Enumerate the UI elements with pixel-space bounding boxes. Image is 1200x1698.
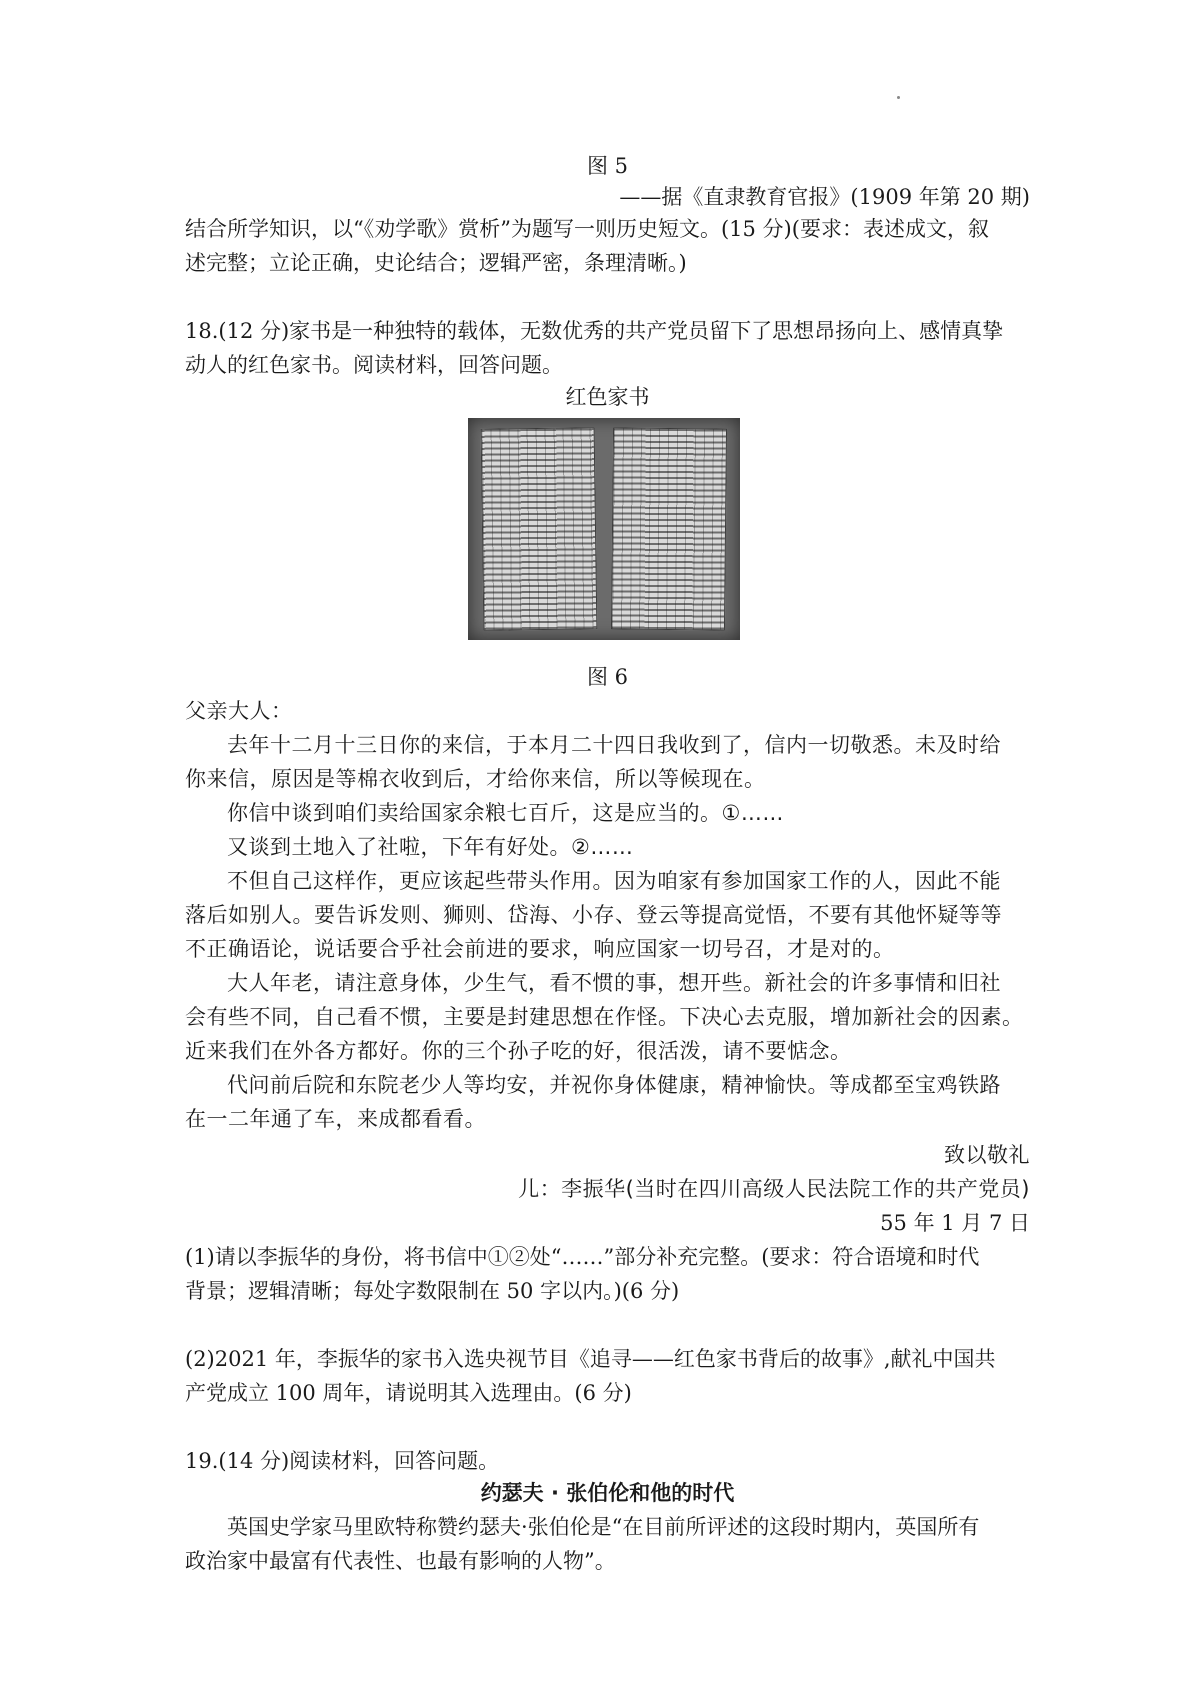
figure-5-source: ——据《直隶教育官报》(1909 年第 20 期) xyxy=(619,185,1030,209)
letter-line: 你来信，原因是等棉衣收到后，才给你来信，所以等候现在。 xyxy=(185,767,766,791)
letter-signature: 儿：李振华(当时在四川高级人民法院工作的共产党员) xyxy=(518,1177,1030,1201)
letter-date: 55 年 1 月 7 日 xyxy=(880,1211,1030,1235)
letter-line: 大人年老，请注意身体，少生气，看不惯的事，想开些。新社会的许多事情和旧社 xyxy=(227,971,1001,995)
figure-6-caption: 图 6 xyxy=(586,665,629,689)
q18-material-title: 红色家书 xyxy=(565,385,650,409)
q18-sub2-line-2: 产党成立 100 周年，请说明其入选理由。(6 分) xyxy=(185,1381,632,1405)
letter-page-right xyxy=(611,427,727,630)
letter-line: 不但自己这样作，更应该起些带头作用。因为咱家有参加国家工作的人，因此不能 xyxy=(227,869,1001,893)
letter-line: 在一二年通了车，来成都看看。 xyxy=(185,1107,486,1131)
q18-intro-line-1: 18.(12 分)家书是一种独特的载体，无数优秀的共产党员留下了思想昂扬向上、感情真挚 xyxy=(185,319,1004,343)
letter-closing: 致以敬礼 xyxy=(944,1143,1030,1167)
q19-text-line-1: 英国史学家马里欧特称赞约瑟夫·张伯伦是“在目前所评述的这段时期内，英国所有 xyxy=(227,1515,980,1539)
letter-line: 会有些不同，自己看不惯，主要是封建思想在作怪。下决心去克服，增加新社会的因素。 xyxy=(185,1005,1024,1029)
q19-intro: 19.(14 分)阅读材料，回答问题。 xyxy=(185,1449,500,1473)
figure-5-caption: 图 5 xyxy=(586,154,629,178)
letter-page-left xyxy=(481,427,598,631)
letter-salutation: 父亲大人： xyxy=(185,699,293,723)
q18-sub1-line-2: 背景；逻辑清晰；每处字数限制在 50 字以内。)(6 分) xyxy=(185,1279,680,1303)
q18-intro-line-2: 动人的红色家书。阅读材料，回答问题。 xyxy=(185,353,563,377)
letter-line: 代问前后院和东院老少人等均安，并祝你身体健康，精神愉快。等成都至宝鸡铁路 xyxy=(227,1073,1001,1097)
letter-line: 落后如别人。要告诉发则、狮则、岱海、小存、登云等提高觉悟，不要有其他怀疑等等 xyxy=(185,903,1002,927)
letter-line: 去年十二月十三日你的来信，于本月二十四日我收到了，信内一切敬悉。未及时给 xyxy=(227,733,1001,757)
red-family-letter-photo xyxy=(468,418,740,640)
q18-sub2-line-1: (2)2021 年，李振华的家书入选央视节目《追寻——红色家书背后的故事》,献礼中国共 xyxy=(185,1347,996,1371)
letter-line: 又谈到土地入了社啦，下年有好处。②…… xyxy=(227,835,634,859)
q18-sub1-line-1: (1)请以李振华的身份，将书信中①②处“……”部分补充完整。(要求：符合语境和时代 xyxy=(185,1245,980,1269)
q19-text-line-2: 政治家中最富有代表性、也最有影响的人物”。 xyxy=(185,1549,616,1573)
q17-task-line-2: 述完整；立论正确，史论结合；逻辑严密，条理清晰。) xyxy=(185,251,687,275)
q19-material-title: 约瑟夫 · 张伯伦和他的时代 xyxy=(480,1481,735,1505)
letter-line: 你信中谈到咱们卖给国家余粮七百斤，这是应当的。①…… xyxy=(227,801,784,825)
q17-task-line-1: 结合所学知识，以“《劝学歌》赏析”为题写一则历史短文。(15 分)(要求：表述成文，叙 xyxy=(185,217,989,241)
letter-line: 不正确语论，说话要合乎社会前进的要求，响应国家一切号召，才是对的。 xyxy=(185,937,895,961)
scan-speck xyxy=(897,96,900,99)
letter-line: 近来我们在外各方都好。你的三个孙子吃的好，很活泼，请不要惦念。 xyxy=(185,1039,852,1063)
